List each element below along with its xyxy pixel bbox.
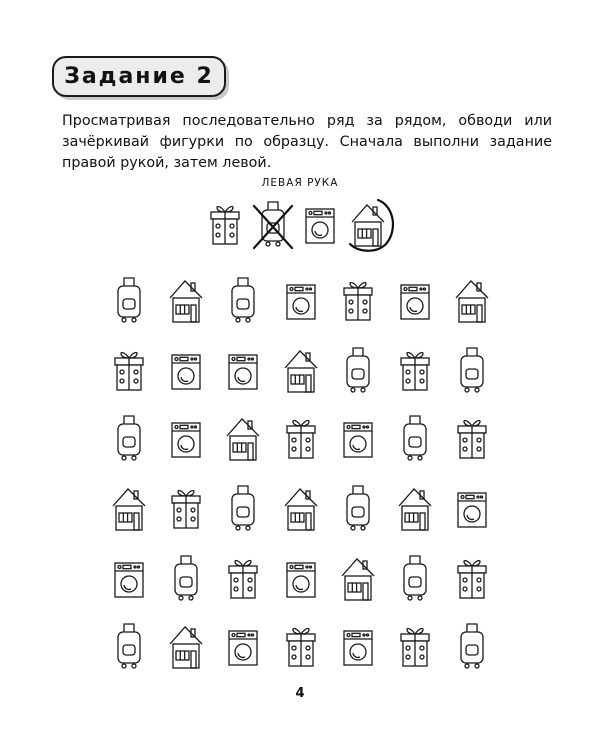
washing-machine-icon[interactable] <box>166 414 206 464</box>
sample-label: ЛЕВАЯ РУКА <box>261 177 339 189</box>
gift-icon[interactable] <box>395 346 435 396</box>
gift-icon[interactable] <box>338 276 378 326</box>
suitcase-icon[interactable] <box>166 554 206 604</box>
gift-icon[interactable] <box>395 622 435 672</box>
gift-icon[interactable] <box>452 554 492 604</box>
suitcase-icon[interactable] <box>253 200 293 250</box>
suitcase-icon[interactable] <box>109 414 149 464</box>
washing-machine-icon[interactable] <box>166 346 206 396</box>
suitcase-icon[interactable] <box>338 346 378 396</box>
gift-icon[interactable] <box>281 414 321 464</box>
suitcase-icon[interactable] <box>395 554 435 604</box>
washing-machine-icon[interactable] <box>452 484 492 534</box>
house-icon[interactable] <box>166 276 206 326</box>
washing-machine-icon[interactable] <box>223 346 263 396</box>
gift-icon[interactable] <box>166 484 206 534</box>
house-icon[interactable] <box>223 414 263 464</box>
washing-machine-icon[interactable] <box>395 276 435 326</box>
gift-icon[interactable] <box>223 554 263 604</box>
suitcase-icon[interactable] <box>395 414 435 464</box>
page-number: 4 <box>295 686 305 701</box>
washing-machine-icon[interactable] <box>300 200 340 250</box>
suitcase-icon[interactable] <box>452 622 492 672</box>
house-icon[interactable] <box>348 200 388 250</box>
washing-machine-icon[interactable] <box>338 414 378 464</box>
task-instruction: Просматривая последовательно ряд за рядом, обводи или зачёркивай фигурки по образцу. Сначала выполни задание правой рукой, затем левой. <box>62 113 552 171</box>
house-icon[interactable] <box>452 276 492 326</box>
house-icon[interactable] <box>395 484 435 534</box>
washing-machine-icon[interactable] <box>338 622 378 672</box>
washing-machine-icon[interactable] <box>281 276 321 326</box>
task-title: Задание 2 <box>52 56 226 97</box>
suitcase-icon[interactable] <box>109 276 149 326</box>
gift-icon[interactable] <box>452 414 492 464</box>
washing-machine-icon[interactable] <box>281 554 321 604</box>
house-icon[interactable] <box>338 554 378 604</box>
washing-machine-icon[interactable] <box>223 622 263 672</box>
suitcase-icon[interactable] <box>452 346 492 396</box>
suitcase-icon[interactable] <box>223 276 263 326</box>
suitcase-icon[interactable] <box>109 622 149 672</box>
gift-icon[interactable] <box>109 346 149 396</box>
house-icon[interactable] <box>281 484 321 534</box>
gift-icon[interactable] <box>281 622 321 672</box>
house-icon[interactable] <box>281 346 321 396</box>
house-icon[interactable] <box>166 622 206 672</box>
washing-machine-icon[interactable] <box>109 554 149 604</box>
gift-icon[interactable] <box>205 200 245 250</box>
suitcase-icon[interactable] <box>223 484 263 534</box>
house-icon[interactable] <box>109 484 149 534</box>
suitcase-icon[interactable] <box>338 484 378 534</box>
